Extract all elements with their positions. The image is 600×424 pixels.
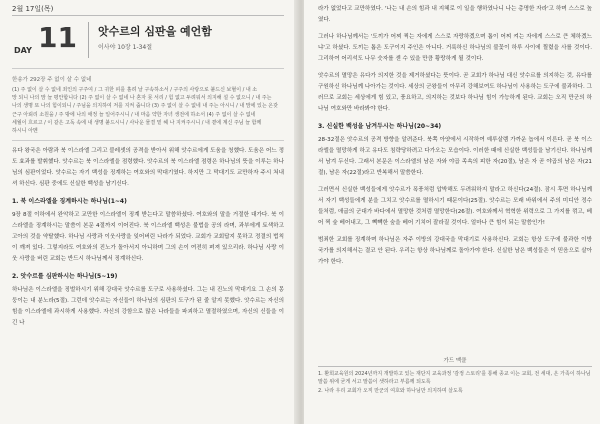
prayer-item: 2. 나라 우리 교회가 오직 만군의 여호와 하나님만 의지하며 살도록 [318, 388, 463, 394]
continued-paragraph: 그러나 하나님께서는 '도끼가 어찌 찍는 자에게 스스로 자랑하겠으며 톱이 어찌 켜는 자에게 스스로 큰 체하겠느냐'고 하셨다. 도끼는 톱은 도구이지 주인은 아니다. 거룩하신 하나님의 불꽃이 하루 사이에 찔렸을 사를 것이다. 그리하여 어리석도 나무 숫자를 센 수 있을 만큼 황랑하게 될 것이다. [318, 34, 592, 62]
prayer-item: 1. 환희교육원의 2024년까지 개발하고 있는 재단지 교육과정 '감정 스토리'를 통해 종교 이는 교회, 전 세대, 온 가족이 하나님 말씀 위에 굳게 서고 말씀이 샛하라고 부름께 되도록 [318, 371, 591, 385]
section-3-text-2: 그러면서 신실한 백성들에게 앗수르가 폭풍처럼 압박해도 두려워하지 말라고 하신다(24절). 잠시 후면 하나님께서 자기 백성들에게 분을 그치고 앗수르를 멸하시기 때문이다(25절). 앗수르는 모래 바위에서 주의 미디안 정수들처럼, 애굽의 군대가 바다에서 멸망한 것처럼 멸망한다(26절). 여호와께서 혁혁한 위력으로 그 가지를 꺾고, 베어 찍 숲 베어내고, 그 빽빽한 숲을 베어 기치어 잘라질 것이다. 얼마나 큰 힘이 되는 말씀인가! [318, 187, 592, 226]
day-label: DAY [14, 46, 32, 55]
hymn-line: 나의 생명 또 나의 힘이되니 / 주님을 의지하여 저를 지켜 줍니다 (3) 주 없이 살 수 없네 내 주는 아시니 / 내 맘에 있는 온갖 [12, 103, 278, 110]
hymn-line: 세월이 흐르고 / 이 같은 고독 속에 내 생명 붙드시니 / 사나운 물결 밑 헤 나 지켜주시니 / 내 곁에 계신 주님 늘 함께 [12, 119, 262, 126]
hymn-line: (1) 주 없이 살 수 없네 죄인의 구주여 / 그 귀한 피를 흘려 날 구속하소서 / 구주의 사랑으로 붙드신 보혈이 / 내 소 [12, 87, 258, 93]
hymn-lyrics [12, 86, 282, 135]
section-3-heading: 3. 신실한 백성을 남겨두시는 하나님(20~34) [318, 123, 442, 130]
scripture-reference: 이사야 10장 1-34절 [98, 44, 153, 51]
section-3-text: 28-32절은 앗수르의 공격 방향을 알려준다. 북쪽 아얏에서 시작하여 예루살렘 가까운 놉에서 이른다. 곧 북 이스라엘을 멸망하게 하고 유다도 침략당하려고 다가오는 모습이다. 이러한 때에 신실한 백성들을 남기신다. 하나님께서 남겨 두신다. 그래서 본문은 이스라엘의 남은 자와 야곱 족속의 피한 자(20절), 남은 자 곧 야곱의 남은 자(21절), 남은 자(22절)라고 반복해서 말씀한다. [318, 137, 592, 176]
continued-paragraph: 앗수르의 멸망은 유다가 의지한 것을 제거하셨다는 뜻이다. 곧 교회가 하나님 대신 앗수르를 의지하는 것, 유다를 구원하신 하나님께 나아가는 것이다. 세상의 군왕들이 아무리 강해보여도 하나님이 사용하는 도구에 불과하다. 그러므로 교회는 세상에게 힘 있고, 풍요하고, 의지하는 것보다 하나님 힘이 가능하게 된다. 교회는 오직 만군의 하나님 여호와만 바라봐야 한다. [318, 73, 592, 112]
section-3-text-3: 범죄한 교회를 징계하며 하나님은 자주 이방의 강대국을 막대기로 사용하신다. 교회는 항상 도구에 불과한 이방 국가를 의지해서는 결코 안 된다. 우리는 항상 하나님께로 돌아가야 한다. 신실한 남은 백성들은 이 믿음으로 살아가야 한다. [318, 237, 592, 265]
right-page [304, 0, 600, 424]
continued-paragraph: 라가 없었다고 교만하였다. '나는 내 손의 힘과 내 지혜로 이 일을 행하였나니 나는 총명한 자라'고 하며 스스로 높였다. [318, 6, 592, 23]
day-number: 11 [38, 21, 77, 54]
date-divider [12, 15, 284, 16]
lyrics-divider [12, 140, 284, 141]
header-divider [12, 68, 284, 69]
section-2-text: 하나님은 이스라엘을 징벌하시기 위해 강대국 앗수르를 도구로 사용하셨다. 그는 내 진노의 막대기요 그 손의 몽둥이는 내 분노라(5절). 그런데 앗수르는 자신들이 하나님의 심판의 도구가 된 줄 알지 못했다. 앗수르는 자신의 힘을 이스라엘에 과시하게 사용했다. 자신의 강함으로 많은 나라들을 파괴하고 멸절하였으며, 자신의 신들을 이긴 나 [12, 287, 284, 326]
section-1-heading: 1. 북 이스라엘을 징계하시는 하나님(1~4) [12, 198, 127, 205]
hymn-title: 한송가 292장 주 없이 살 수 없네 [12, 77, 92, 83]
hymn-line: 망 되니 나의 맘 늘 평안합니다 (2) 주 없이 살 수 없네 나 혼자 못 서리 / 힘 없고 두려워서 의지해 설 수 없으니 / 내 주는 [12, 95, 272, 102]
hymn-line: 하시니 아멘 [12, 128, 38, 135]
intro-paragraph: 유다 왕국은 아람과 북 이스라엘 그리고 블레셋의 공격을 받아서 위해 앗수르에게 도움을 청했다. 도움은 어느 정도 효과를 발휘했다. 앗수르는 북 이스라엘을 점령했다. 앗수르의 북 이스라엘 점령은 하나님의 뜻을 이루는 하나님의 심판이었다. 앗수르는 자기 백성을 징계하는 여호와의 막대기였다. 하지만 그 막대기도 교만하자 주시 쳐내셔 하신다. 심판 중에도 신실한 백성을 남기신다. [12, 148, 284, 187]
prayer-guide [318, 356, 592, 398]
prayer-guide-divider [318, 366, 592, 367]
right-body [318, 4, 592, 274]
page-title: 앗수르의 심판을 예언함 [98, 25, 212, 38]
section-2-heading: 2. 앗수르를 심판하시는 하나님(5~19) [12, 273, 118, 280]
page-date: 2월 17일(목) [12, 5, 54, 13]
left-page [0, 0, 296, 424]
section-1-text: 9장 8절 이하에서 완악하고 교만한 이스라엘이 징계 받는다고 말씀하셨다. 여호와의 말을 거절한 대가다. 북 이스라엘을 징계하시는 말씀이 본문 4절까지 이어진다. 북 이스라엘 백성은 불법을 공의 라며, 과부에게 토색하고 고아의 것을 약탈했다. 하나님 사랑과 이웃사랑을 잊어버린 나라가 되었다. 교회가 교회답지 못하고 정결의 법칙이 깨져 있다. 그렇지라도 여호와의 진노가 돌아서지 아니하며 그의 손이 여전히 펴져 있으리라. 하나님 사랑 이웃 사랑을 버린 교회는 반드시 하나님께서 징계하신다. [12, 212, 284, 262]
left-body [12, 146, 284, 335]
hymn-line: 근구 아뢰리 소원을 / 주 밖에 나의 애정 늘 일어주시니 / 내 마음 약한 자녀 생전에 하소서 (4) 주 없이 살 수 없네 [12, 111, 256, 118]
title-divider [88, 22, 89, 58]
prayer-guide-title: 가드 맥클 [443, 358, 467, 364]
